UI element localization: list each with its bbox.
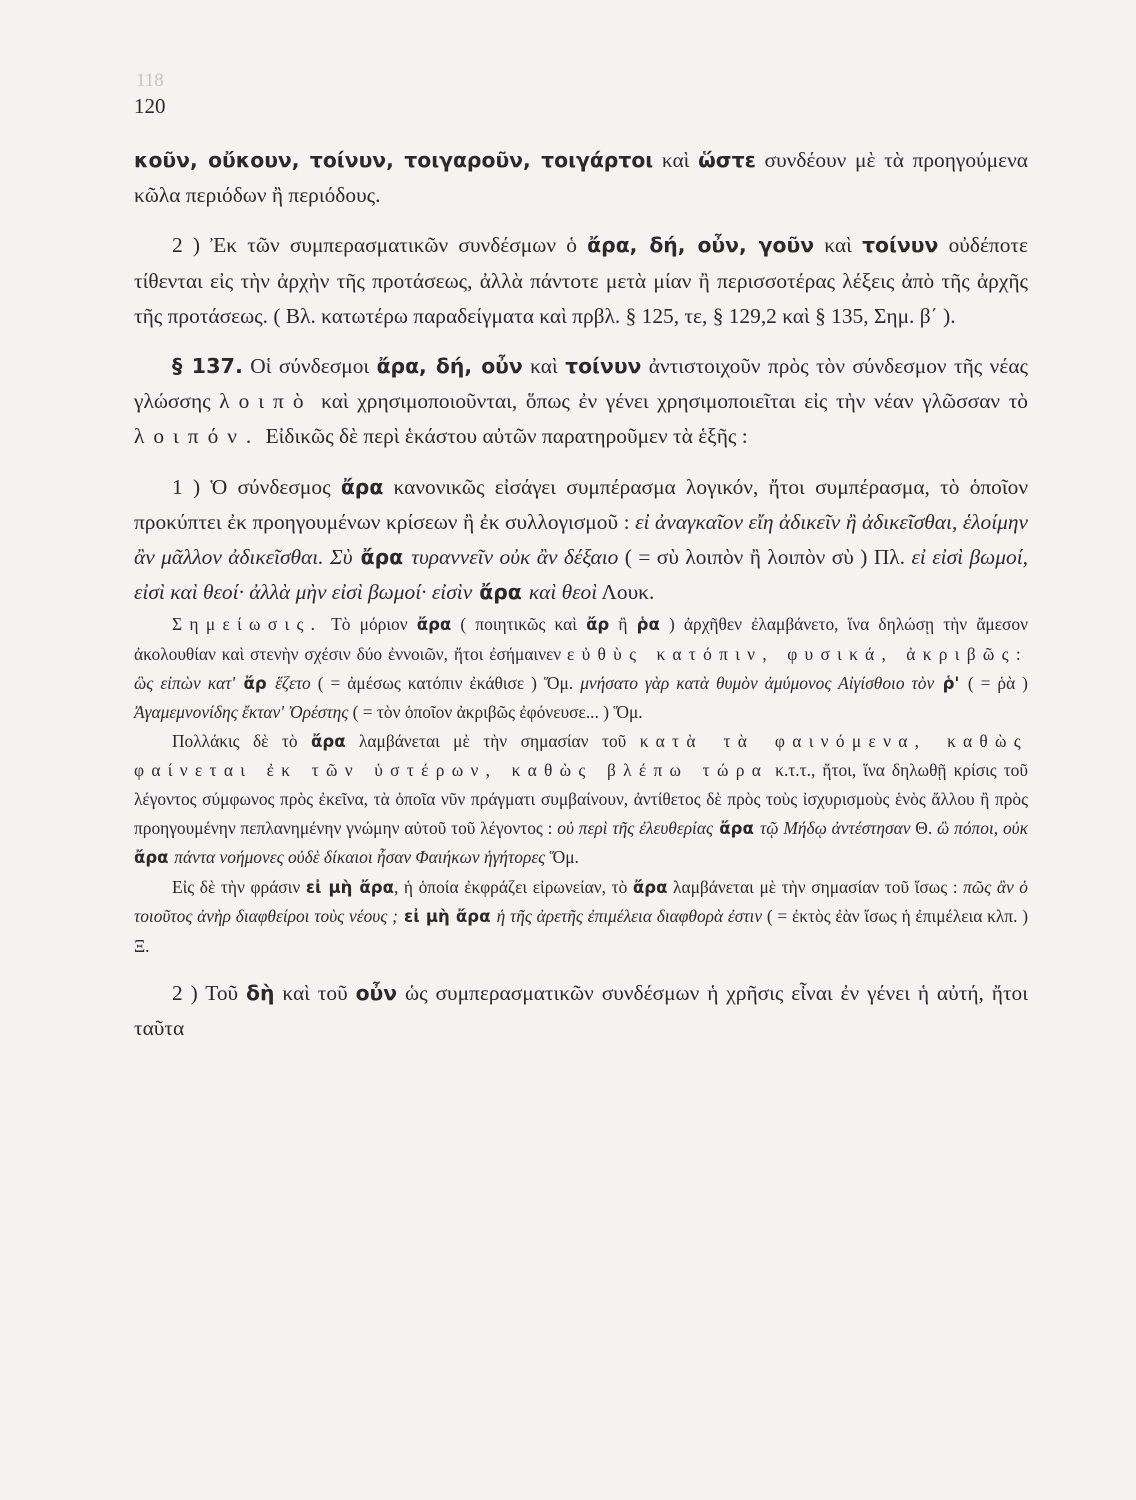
- note-paragraph: Πολλάκις δὲ τὸ ἄρα λαμβάνεται μὲ τὴν σημασίαν τοῦ κατὰ τὰ φαινόμενα, καθὼς φαίνεται ἐκ τῶν ὑστέρων, καθὼς βλέπω τώρα κ.τ.τ., ἤτοι, ἵνα δηλωθῇ κρίσις τοῦ λέγοντος σύμφωνος πρὸς ἐκεῖνα, τὰ ὁποῖα νῦν πράγματι συμβαίνουν, ἀντίθετος δὲ πρὸς τοὺς ἰσχυρισμοὺς ἑνὸς ἄλλου ἢ πρὸς προηγουμένην πεπλανημένην γνώμην αὐτοῦ τοῦ λέγοντος : οὐ περὶ τῆς ἐλευθερίας ἄρα τῷ Μήδῳ ἀντέστησαν Θ. ὢ πόποι, οὐκ ἄρα πάντα νοήμονες οὐδὲ δίκαιοι ἦσαν Φαιήκων ἡγήτορες Ὅμ.: [134, 730, 1029, 868]
- italic-quote: ἕζετο: [275, 672, 311, 693]
- item-2: 2 ) Τοῦ δὴ καὶ τοῦ οὖν ὡς συμπερασματικῶν συνδέσμων ἡ χρῆσις εἶναι ἐν γένει ἡ αὐτή, ἤτοι ταῦτα: [134, 980, 1028, 1040]
- spaced-term: λοιπόν.: [134, 424, 261, 449]
- italic-quote: ὣς εἰπὼν κατ': [134, 672, 236, 693]
- bold-term: κοῦν, οὔκουν, τοίνυν, τοιγαροῦν, τοιγάρτοι: [134, 148, 654, 172]
- italic-quote: μνήσατο γὰρ κατὰ θυμὸν ἀμύμονος Αἰγίσθοιο τὸν: [580, 672, 935, 693]
- spaced-term: λοιπὸ: [219, 389, 313, 414]
- note-paragraph: Σημείωσις. Τὸ μόριον ἄρα ( ποιητικῶς καὶ ἄρ ἢ ῥα ) ἀρχῆθεν ἐλαμβάνετο, ἵνα δηλώσῃ τὴν ἄμεσον ἀκολουθίαν καὶ στενὴν σχέσιν δύο ἐννοιῶν, ἤτοι ἐσήμαινεν εὐθὺς κατόπιν, φυσικά, ἀκριβῶς: ὣς εἰπὼν κατ' ἄρ ἕζετο ( = ἀμέσως κατόπιν ἐκάθισε ) Ὅμ. μνήσατο γὰρ κατὰ θυμὸν ἀμύμονος Αἰγίσθοιο τὸν ῥ' ( = ῥὰ ) Ἀγαμεμνονίδης ἔκταν' Ὀρέστης ( = τὸν ὁποῖον ἀκριβῶς ἐφόνευσε... ) Ὅμ.: [134, 614, 1029, 723]
- spaced-term: εὐθὺς κατόπιν, φυσικά, ἀκριβῶς:: [567, 644, 1029, 665]
- bold-term: εἰ μὴ ἄρα: [305, 877, 394, 897]
- bold-term: ὥστε: [698, 148, 756, 172]
- italic-quote: ἡ τῆς ἀρετῆς ἐπιμέλεια διαφθορὰ ἐστιν: [496, 906, 763, 927]
- bold-term: ῥα: [636, 615, 660, 635]
- italic-quote: πῶς ἂν ὁ τοιοῦτος ἀνὴρ διαφθείροι τοὺς νέους ;: [134, 876, 1028, 927]
- bold-term: ῥ': [934, 673, 968, 693]
- bold-term: τοίνυν: [565, 354, 642, 379]
- italic-quote: εἰ εἰσὶ βωμοί, εἰσὶ καὶ θεοί· ἀλλὰ μὴν εἰσὶ βωμοί· εἰσὶν: [134, 545, 1028, 605]
- spaced-term: κατὰ τὰ φαινόμενα, καθὼς φαίνεται ἐκ τῶν ὑστέρων, καθὼς βλέπω τώρα: [134, 730, 1029, 781]
- bold-term: τοίνυν: [862, 233, 939, 258]
- show-through-page-number: 118: [136, 70, 164, 91]
- page-number: 120: [134, 94, 166, 118]
- note-paragraph: Εἰς δὲ τὴν φράσιν εἰ μὴ ἄρα, ἡ ὁποία ἐκφράζει εἰρωνείαν, τὸ ἄρα λαμβάνεται μὲ τὴν σημασίαν τοῦ ἴσως : πῶς ἂν ὁ τοιοῦτος ἀνὴρ διαφθείροι τοὺς νέους ; εἰ μὴ ἄρα ἡ τῆς ἀρετῆς ἐπιμέλεια διαφθορὰ ἐστιν ( = ἐκτὸς ἐὰν ἴσως ἡ ἐπιμέλεια κλπ. ) Ξ.: [134, 876, 1028, 956]
- italic-quote: τῷ Μήδῳ ἀντέστησαν: [760, 817, 911, 838]
- italic-quote: πάντα νοήμονες οὐδὲ δίκαιοι ἦσαν Φαιήκων ἡγήτορες: [174, 847, 546, 868]
- bold-term: ἄρα: [340, 474, 384, 499]
- item-1: 1 ) Ὁ σύνδεσμος ἄρα κανονικῶς εἰσάγει συμπέρασμα λογικόν, ἤτοι συμπέρασμα, τὸ ὁποῖον προκύπτει ἐκ προηγουμένων κρίσεων ἢ ἐκ συλλογισμοῦ : εἰ ἀναγκαῖον εἴη ἀδικεῖν ἢ ἀδικεῖσθαι, ἑλοίμην ἂν μᾶλλον ἀδικεῖσθαι. Σὺ ἄρα τυραννεῖν οὐκ ἂν δέξαιο ( = σὺ λοιπὸν ἢ λοιπὸν σὺ ) Πλ. εἰ εἰσὶ βωμοί, εἰσὶ καὶ θεοί· ἀλλὰ μὴν εἰσὶ βωμοί· εἰσὶν ἄρα καὶ θεοὶ Λουκ.: [134, 474, 1029, 605]
- bold-term: ἄρα: [416, 615, 452, 635]
- bold-term: ἄρα: [311, 731, 346, 751]
- italic-quote: οὐ περὶ τῆς ἐλευθερίας: [557, 817, 714, 838]
- bold-term: ἄρα: [632, 877, 668, 897]
- bold-term: ἄρα: [713, 818, 761, 838]
- bold-term: ἄρα: [134, 848, 175, 868]
- bold-term: ἄρα: [352, 545, 412, 570]
- bold-term: ἄρα: [472, 580, 529, 605]
- italic-quote: καὶ θεοὶ: [528, 580, 598, 605]
- bold-term: δὴ: [246, 980, 275, 1005]
- bold-term: ἄρα, δή, οὖν: [376, 354, 523, 379]
- bold-term: εἰ μὴ ἄρα: [397, 907, 497, 927]
- bold-term: οὖν: [355, 980, 398, 1005]
- italic-quote: τυραννεῖν οὐκ ἂν δέξαιο: [411, 545, 619, 570]
- italic-quote: Ἀγαμεμνονίδης ἔκταν' Ὀρέστης: [134, 702, 349, 723]
- italic-quote: εἰ ἀναγκαῖον εἴη ἀδικεῖν ἢ ἀδικεῖσθαι, ἑλοίμην ἂν μᾶλλον ἀδικεῖσθαι. Σὺ: [134, 509, 1028, 570]
- paragraph-point-2: 2 ) Ἐκ τῶν συμπερασματικῶν συνδέσμων ὁ ἄρα, δή, οὖν, γοῦν καὶ τοίνυν οὐδέποτε τίθενται εἰς τὴν ἀρχὴν τῆς προτάσεως, ἀλλὰ πάντοτε μετὰ μίαν ἢ περισσοτέρας λέξεις ἀπὸ τῆς ἀρχῆς τῆς προτάσεως. ( Βλ. κατωτέρω παραδείγματα καὶ πρβλ. § 125, τε, § 129,2 καὶ § 135, Σημ. β΄ ).: [134, 233, 1029, 328]
- bold-term: ἄρ: [235, 673, 276, 693]
- paragraph-intro: κοῦν, οὔκουν, τοίνυν, τοιγαροῦν, τοιγάρτοι καὶ ὥστε συνδέουν μὲ τὰ προηγούμενα κῶλα περιόδων ἢ περιόδους.: [134, 148, 1029, 208]
- bold-term: ἄρα, δή, οὖν, γοῦν: [587, 233, 815, 258]
- section-137: § 137. Οἱ σύνδεσμοι ἄρα, δή, οὖν καὶ τοίνυν ἀντιστοιχοῦν πρὸς τὸν σύνδεσμον τῆς νέας γλώσσης λοιπὸ καὶ χρησιμοποιοῦνται, ὅπως ἐν γένει χρησιμοποιεῖται εἰς τὴν νέαν γλῶσσαν τὸ λοιπόν. Εἰδικῶς δὲ περὶ ἑκάστου αὐτῶν παρατηροῦμεν τὰ ἑξῆς :: [134, 354, 1028, 449]
- italic-quote: ὢ πόποι, οὐκ: [937, 817, 1029, 838]
- note-label: Σημείωσις.: [172, 614, 323, 635]
- section-number: § 137.: [172, 354, 243, 379]
- bold-term: ἄρ: [586, 615, 610, 635]
